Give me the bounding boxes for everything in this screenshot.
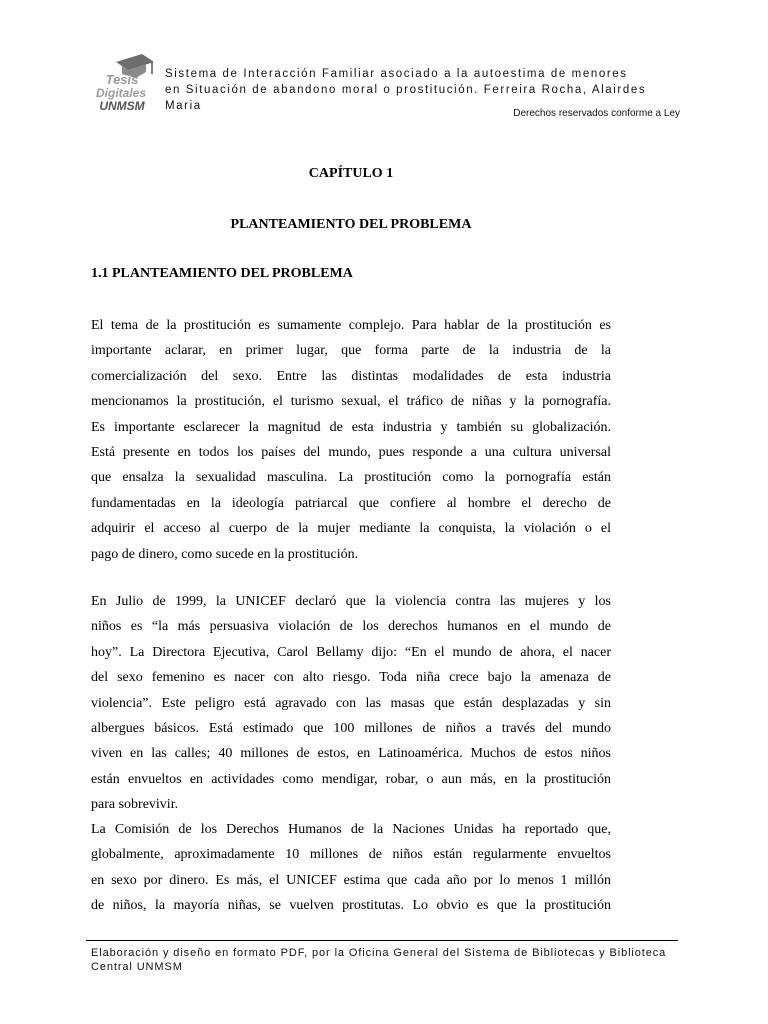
text-line: importante aclarar, en primer lugar, que forma parte de la industria de la: [91, 343, 611, 359]
text-line: pago de dinero, como sucede en la prostitución.: [91, 546, 359, 562]
text-line: que ensalza la sexualidad masculina. La prostitución como la pornografía están: [91, 470, 611, 486]
text-line: En Julio de 1999, la UNICEF declaró que la violencia contra las mujeres y los: [91, 594, 611, 609]
header-line: en Situación de abandono moral o prostitución. Ferreira Rocha, Alairdes: [165, 84, 647, 96]
text-line: fundamentadas en la ideología patriarcal que confiere al hombre el derecho de: [91, 495, 611, 511]
text-line: de niños, la mayoría niñas, se vuelven prostitutas. Lo obvio es que la prostitución: [91, 898, 611, 914]
header-line: Sistema de Interacción Familiar asociado a la autoestima de menores: [165, 68, 628, 80]
text-line: globalmente, aproximadamente 10 millones de niños están regularmente envueltos: [91, 847, 611, 863]
text-line: La Comisión de los Derechos Humanos de la Naciones Unidas ha reportado que,: [91, 822, 611, 837]
text-line: están envueltos en actividades como mendigar, robar, o aun más, en la prostitución: [91, 771, 611, 787]
logo-text-unmsm: UNMSM: [99, 99, 145, 113]
text-line: Está presente en todos los países del mundo, pues responde a una cultura universal: [91, 444, 611, 460]
paragraph-3: [91, 817, 611, 919]
graduation-cap-icon: [88, 52, 158, 116]
footer-line: Elaboración y diseño en formato PDF, por la Oficina General del Sistema de Bibliotecas y Biblioteca: [91, 947, 667, 959]
text-line: niños es “la más persuasiva violación de los derechos humanos en el mundo de: [91, 619, 611, 635]
header-title: [165, 66, 685, 114]
text-line: violencia”. Este peligro está agravado con las masas que están desplazadas y sin: [91, 695, 611, 711]
text-line: viven en las calles; 40 millones de estos, en Latinoamérica. Muchos de estos niños: [91, 746, 611, 762]
text-line: para sobrevivir.: [91, 797, 179, 813]
text-line: en sexo por dinero. Es más, el UNICEF estima que cada año por lo menos 1 millón: [91, 872, 611, 888]
header-line: Maria: [165, 100, 202, 112]
rights-notice: Derechos reservados conforme a Ley: [513, 108, 680, 119]
text-line: hoy”. La Directora Ejecutiva, Carol Bellamy dijo: “En el mundo de ahora, el nacer: [91, 644, 611, 660]
paragraph-1: [91, 313, 611, 567]
text-line: adquirir el acceso al cuerpo de la mujer mediante la conquista, la violación o el: [91, 521, 611, 537]
footer-line: Central UNMSM: [91, 961, 183, 973]
footer-divider: [86, 940, 678, 941]
logo-text-digitales: Digitales: [95, 86, 147, 100]
text-line: El tema de la prostitución es sumamente complejo. Para hablar de la prostitución es: [91, 318, 611, 333]
text-line: mencionamos la prostitución, el turismo sexual, el tráfico de niñas y la pornografía.: [91, 394, 611, 410]
chapter-subtitle: PLANTEAMIENTO DEL PROBLEMA: [230, 217, 472, 232]
section-heading: 1.1 PLANTEAMIENTO DEL PROBLEMA: [91, 266, 353, 281]
text-line: Es importante esclarecer la magnitud de esta industria y también su globalización.: [91, 419, 611, 435]
text-line: albergues básicos. Está estimado que 100 millones de niños a través del mundo: [91, 720, 611, 736]
footer-credits: [91, 946, 691, 974]
tesis-digitales-logo: [88, 52, 158, 116]
text-line: comercialización del sexo. Entre las distintas modalidades de esta industria: [91, 368, 611, 384]
chapter-title: CAPÍTULO 1: [308, 166, 394, 181]
text-line: del sexo femenino es nacer con alto riesgo. Toda niña crece bajo la amenaza de: [91, 670, 611, 686]
paragraph-2: [91, 589, 611, 818]
logo-text-tesis: Tesis: [105, 72, 139, 87]
